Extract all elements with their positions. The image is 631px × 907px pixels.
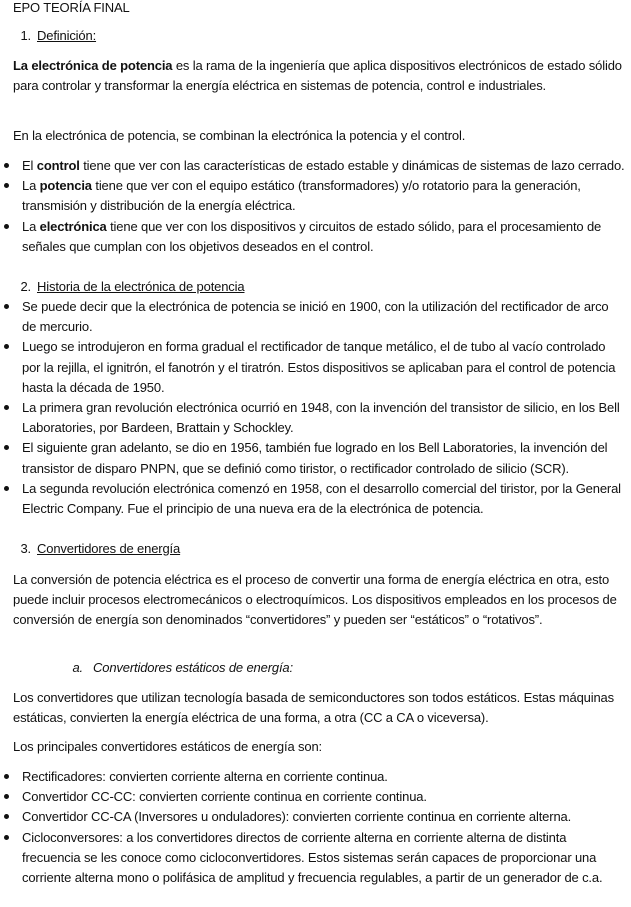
- bullet-dot: [4, 794, 9, 799]
- section-1-bullet-list: [13, 156, 625, 257]
- bullet-prefix: La: [22, 178, 40, 194]
- bullet-dot: [4, 183, 9, 188]
- history-bullet: [13, 337, 625, 398]
- converter-bullet: [13, 787, 625, 807]
- bullet-dot: [4, 304, 9, 309]
- bullet-term: potencia: [39, 178, 92, 194]
- bullet-text: tiene que ver con los dispositivos y circuitos de estado sólido, para el procesamiento de señales que cumplan con los objetivos deseados en el control.: [22, 218, 602, 254]
- bullet-dot: [4, 344, 9, 349]
- subsection-a-title: Convertidores estáticos de energía:: [93, 660, 293, 675]
- bullet-text: tiene que ver con el equipo estático (transformadores) y/o rotatorio para la generación, transmisión y distribución de la energía eléctrica.: [22, 178, 581, 214]
- document-title: EPO TEORÍA FINAL: [13, 0, 130, 15]
- subsection-a-letter: a.: [72, 660, 83, 675]
- section-2-number: 2.: [20, 279, 31, 294]
- static-converters-paragraph: [13, 688, 625, 728]
- bullet-text: tiene que ver con las características de estado estable y dinámicas de sistemas de lazo cerrado.: [79, 158, 625, 173]
- section-3-title: Convertidores de energía: [37, 541, 181, 556]
- bullet-dot: [4, 163, 9, 168]
- history-bullet: [13, 398, 625, 438]
- bullet-text: Convertidor CC-CA (Inversores u onduladores): convierten corriente continua en corriente alterna.: [22, 809, 572, 825]
- bullet-dot: [4, 486, 9, 491]
- bullet-text: Convertidor CC-CC: convierten corriente continua en corriente continua.: [22, 789, 427, 805]
- history-bullet: [13, 297, 625, 337]
- section-2-heading: [13, 277, 244, 297]
- section-1-number: 1.: [20, 28, 31, 43]
- section-1-title: Definición:: [37, 28, 97, 43]
- history-bullet: [13, 438, 625, 478]
- section-3-heading: [13, 539, 180, 559]
- bullet-dot: [4, 814, 9, 819]
- section-2-title: Historia de la electrónica de potencia: [37, 279, 245, 294]
- bullet-electronica: [13, 217, 625, 257]
- section-1-heading: [13, 26, 96, 46]
- conversion-paragraph: [13, 570, 625, 631]
- converter-bullet: [13, 828, 625, 889]
- converter-bullet: [13, 807, 625, 827]
- bullet-text: Se puede decir que la electrónica de potencia se inició en 1900, con la utilización del rectificador de arco de mercurio.: [22, 299, 609, 335]
- static-converters-text: Los convertidores que utilizan tecnología basada de semiconductores son todos estáticos. Estas máquinas estáticas, convierten la energía eléctrica de una forma, a otra (CC a CA o viceversa).: [13, 690, 614, 726]
- section-2-bullet-list: [13, 297, 625, 519]
- conversion-text: La conversión de potencia eléctrica es el proceso de convertir una forma de energía eléctrica en otra, esto puede incluir procesos electromecánicos o electroquímicos. Los dispositivos empleados en los procesos de conversión de energía son denominados “convertidores” y pueden ser “estáticos” o “rotativos”.: [13, 572, 617, 628]
- definition-term: La electrónica de potencia: [13, 58, 173, 73]
- bullet-term: control: [36, 158, 80, 173]
- bullet-text: Rectificadores: convierten corriente alterna en corriente continua.: [22, 769, 388, 784]
- subsection-a-heading: [13, 658, 293, 678]
- definition-text: es la rama de la ingeniería que aplica dispositivos electrónicos de estado sólido para controlar y transformar la energía eléctrica en sistemas de potencia, control e industriales.: [13, 58, 622, 94]
- bullet-term: electrónica: [39, 218, 107, 234]
- bullet-prefix: El: [22, 158, 37, 173]
- combination-paragraph: [13, 126, 625, 146]
- main-converters-text: Los principales convertidores estáticos de energía son:: [13, 739, 322, 754]
- bullet-text: El siguiente gran adelanto, se dio en 1956, también fue logrado en los Bell Laboratories, la invención del transistor de disparo PNPN, que se definió como tiristor, o rectificador controlado de silicio (SCR).: [22, 440, 608, 476]
- main-converters-intro: [13, 737, 625, 757]
- bullet-control: [13, 156, 625, 176]
- bullet-dot: [4, 445, 9, 450]
- bullet-dot: [4, 224, 9, 229]
- bullet-text: La primera gran revolución electrónica ocurrió en 1948, con la invención del transistor de silicio, en los Bell Laboratories, por Bardeen, Brattain y Schockley.: [22, 400, 620, 436]
- bullet-dot: [4, 405, 9, 410]
- bullet-text: Cicloconversores: a los convertidores directos de corriente alterna en corriente alterna de distinta frecuencia se les conoce como cicloconvertidores. Estos sistemas serán capaces de proporcionar una corriente alterna mono o polifásica de amplitud y frecuencia regulables, a partir de un generador de c.a.: [22, 829, 603, 886]
- converter-types-list: [13, 767, 625, 888]
- bullet-dot: [4, 835, 9, 840]
- section-3-number: 3.: [20, 541, 31, 556]
- definition-paragraph: [13, 56, 625, 96]
- bullet-potencia: [13, 176, 625, 216]
- bullet-text: La segunda revolución electrónica comenzó en 1958, con el desarrollo comercial del tiristor, por la General Electric Company. Fue el principio de una nueva era de la electrónica de potencia.: [22, 480, 621, 517]
- history-bullet: [13, 479, 625, 519]
- bullet-prefix: La: [22, 218, 40, 234]
- combination-text: En la electrónica de potencia, se combinan la electrónica la potencia y el control.: [13, 128, 466, 143]
- bullet-dot: [4, 774, 9, 779]
- converter-bullet: [13, 767, 625, 787]
- bullet-text: Luego se introdujeron en forma gradual el rectificador de tanque metálico, el de tubo al vacío controlado por la rejilla, el ignitrón, el fanotrón y el tiratrón. Estos dispositivos se aplicaban para el control de potencia hasta la década de 1950.: [22, 339, 616, 395]
